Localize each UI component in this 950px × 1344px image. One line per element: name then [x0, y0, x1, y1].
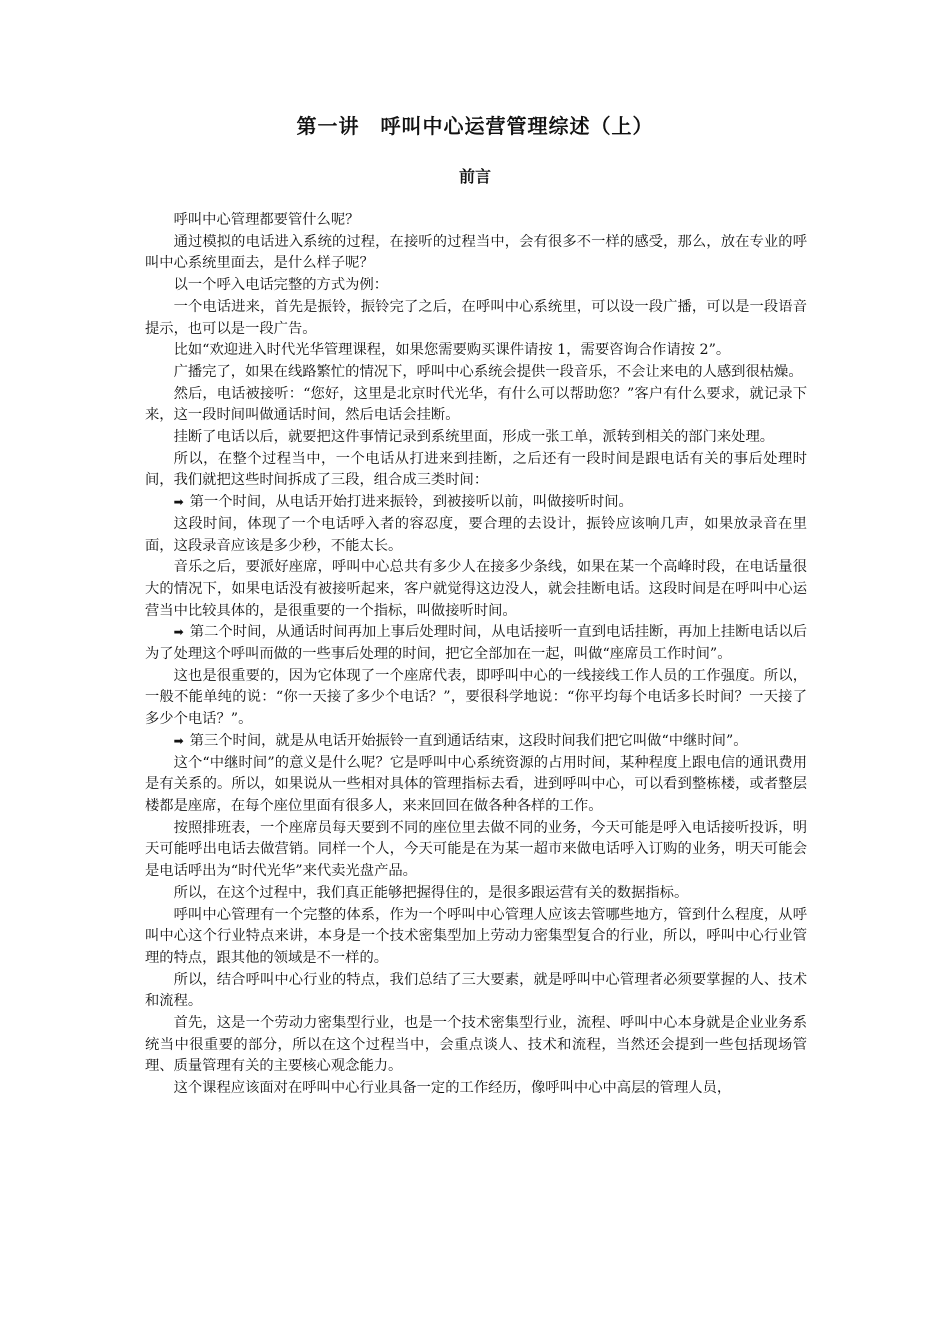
paragraph: [145, 666, 807, 731]
paragraph-text: 通过模拟的电话进入系统的过程，在接听的过程当中，会有很多不一样的感受，那么，放在专业的呼叫中心系统里面去，是什么样子呢？: [145, 233, 807, 272]
paragraph: [145, 905, 807, 970]
section-heading: 前言: [458, 167, 491, 186]
paragraph: [145, 1078, 807, 1100]
paragraph-text: 第一个时间，从电话开始打进来振铃，到被接听以前，叫做接听时间。: [189, 494, 633, 511]
paragraph-text: 所以，在这个过程中，我们真正能够把握得住的，是很多跟运营有关的数据指标。: [173, 884, 689, 901]
paragraph-text: 以一个呼入电话完整的方式为例：: [173, 277, 389, 294]
bullet-paragraph: [145, 492, 807, 514]
document-body: [145, 210, 807, 1100]
bullet-paragraph: [145, 622, 807, 665]
paragraph: [145, 232, 807, 275]
paragraph: [145, 1013, 807, 1078]
paragraph: [145, 384, 807, 427]
paragraph-text: 音乐之后，要派好座席，呼叫中心总共有多少人在接多少条线，如果在某一个高峰时段，在电话量很大的情况下，如果电话没有被接听起来，客户就觉得这边没人，就会挂断电话。这段时间是在呼叫中心运营当中比较具体的，是很重要的一个指标，叫做接听时间。: [145, 559, 807, 619]
paragraph: [145, 970, 807, 1013]
paragraph-text: 这个课程应该面对在呼叫中心行业具备一定的工作经历，像呼叫中心中高层的管理人员，: [173, 1080, 732, 1097]
paragraph-text: 一个电话进来，首先是振铃，振铃完了之后，在呼叫中心系统里，可以设一段广播，可以是一段语音提示，也可以是一段广告。: [145, 298, 807, 337]
paragraph: [145, 210, 807, 232]
paragraph-text: 第三个时间，就是从电话开始振铃一直到通话结束，这段时间我们把它叫做“中继时间”。: [189, 732, 748, 749]
bullet-paragraph: [145, 731, 807, 753]
paragraph-text: 这也是很重要的，因为它体现了一个座席代表，即呼叫中心的一线接线工作人员的工作强度。所以，一般不能单纯的说：“你一天接了多少个电话？”，要很科学地说：“你平均每个电话多长时间？一天接了多少个电话？”。: [145, 667, 807, 728]
paragraph: [145, 427, 807, 449]
paragraph-text: 这段时间，体现了一个电话呼入者的容忍度，要合理的去设计，振铃应该响几声，如果放录音在里面，这段录音应该是多少秒，不能太长。: [145, 515, 807, 554]
paragraph-text: 然后，电话被接听：“您好，这里是北京时代光华，有什么可以帮助您？”客户有什么要求，就记录下来，这一段时间叫做通话时间，然后电话会挂断。: [145, 385, 807, 424]
paragraph-text: 这个“中继时间”的意义是什么呢？它是呼叫中心系统资源的占用时间，某种程度上跟电信的通讯费用是有关系的。所以，如果说从一些相对具体的管理指标去看，进到呼叫中心，可以看到整栋楼，或者整层楼都是座席，在每个座位里面有很多人，来来回回在做各种各样的工作。: [145, 754, 807, 814]
paragraph-text: 呼叫中心管理都要管什么呢？: [173, 212, 360, 228]
paragraph-text: 所以，结合呼叫中心行业的特点，我们总结了三大要素，就是呼叫中心管理者必须要掌握的人、技术和流程。: [145, 971, 807, 1010]
paragraph: [145, 297, 807, 340]
paragraph-text: 第二个时间，从通话时间再加上事后处理时间，从电话接听一直到电话挂断，再加上挂断电话以后为了处理这个呼叫而做的一些事后处理的时间，把它全部加在一起，叫做“座席员工作时间”。: [145, 624, 807, 663]
paragraph-text: 广播完了，如果在线路繁忙的情况下，呼叫中心系统会提供一段音乐，不会让来电的人感到很枯燥。: [173, 363, 803, 380]
paragraph: [145, 340, 807, 362]
paragraph: [145, 818, 807, 883]
paragraph-text: 挂断了电话以后，就要把这件事情记录到系统里面，形成一张工单，派转到相关的部门来处理。: [173, 429, 775, 446]
arrow-right-icon: ➡: [173, 495, 184, 510]
paragraph-text: 首先，这是一个劳动力密集型行业，也是一个技术密集型行业，流程、呼叫中心本身就是企业业务系统当中很重要的部分，所以在这个过程当中，会重点谈人、技术和流程，当然还会提到一些包括现场管理、质量管理有关的主要核心观念能力。: [145, 1015, 807, 1075]
page-title: 第一讲 呼叫中心运营管理综述（上）: [296, 114, 654, 138]
paragraph-text: 比如“欢迎进入时代光华管理课程，如果您需要购买课件请按 1，需要咨询合作请按 2”。: [173, 342, 731, 359]
paragraph-text: 按照排班表，一个座席员每天要到不同的座位里去做不同的业务，今天可能是呼入电话接听投诉，明天可能呼出电话去做营销。同样一个人，今天可能是在为某一超市来做电话呼入订购的业务，明天可能会是电话呼出为“时代光华”来代卖光盘产品。: [145, 819, 807, 880]
paragraph-text: 所以，在整个过程当中，一个电话从打进来到挂断，之后还有一段时间是跟电话有关的事后处理时间，我们就把这些时间拆成了三段，组合成三类时间：: [145, 450, 807, 489]
arrow-right-icon: ➡: [173, 625, 184, 640]
paragraph-text: 呼叫中心管理有一个完整的体系，作为一个呼叫中心管理人应该去管哪些地方，管到什么程度，从呼叫中心这个行业特点来讲，本身是一个技术密集型加上劳动力密集型复合的行业，所以，呼叫中心行业管理的特点，跟其他的领域是不一样的。: [145, 906, 807, 966]
arrow-right-icon: ➡: [173, 733, 184, 748]
paragraph: [145, 275, 807, 297]
paragraph: [145, 514, 807, 557]
paragraph: [145, 362, 807, 384]
paragraph: [145, 557, 807, 622]
paragraph: [145, 883, 807, 905]
paragraph: [145, 449, 807, 492]
paragraph: [145, 753, 807, 818]
